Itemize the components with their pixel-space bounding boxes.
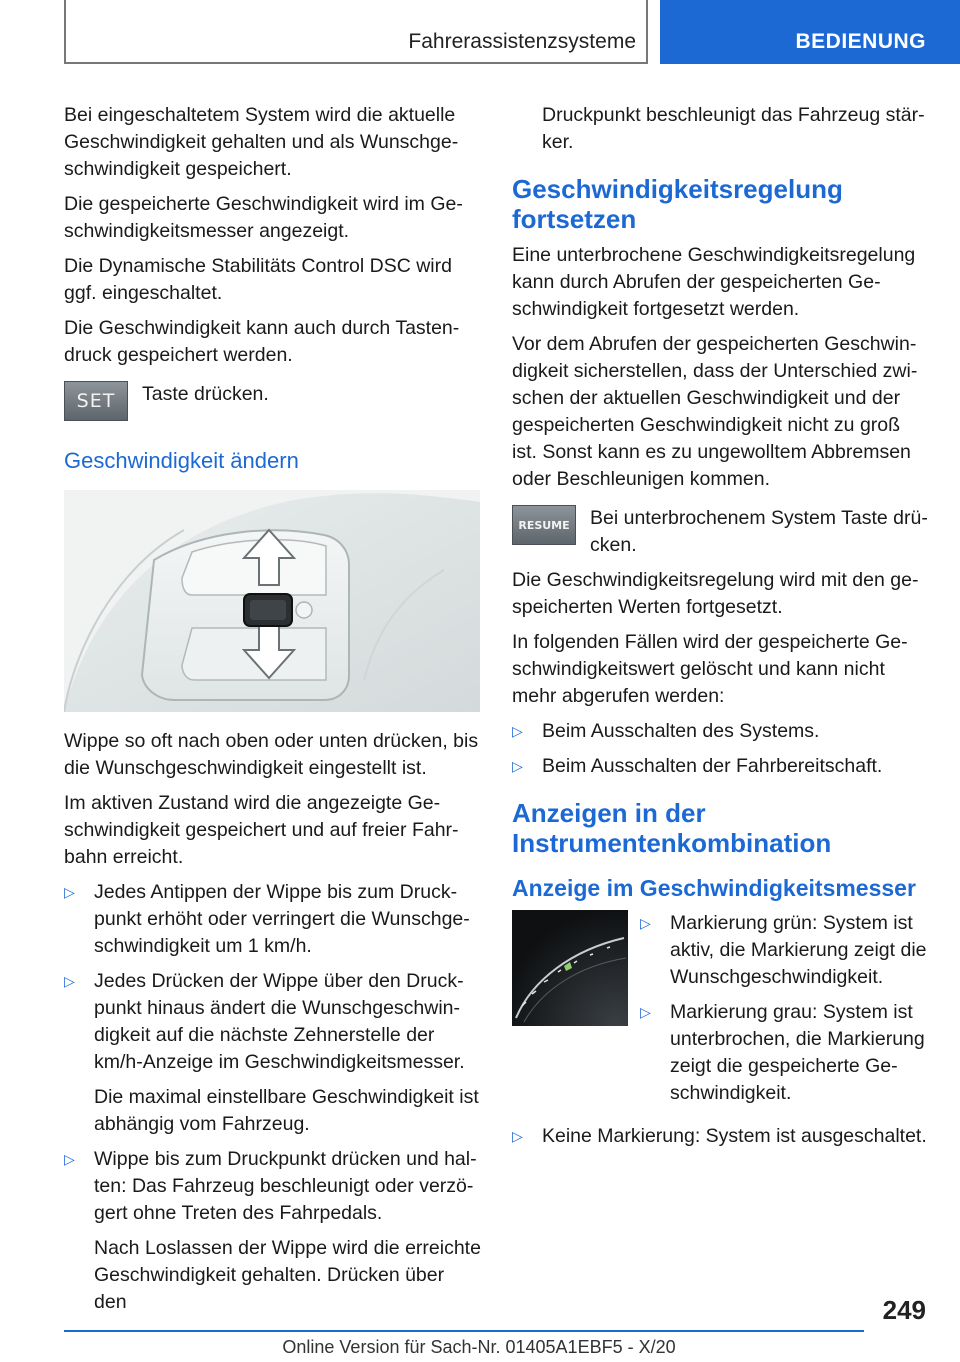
- bullet-continuation: Druckpunkt beschleunigt das Fahrzeug stärker.: [542, 104, 925, 153]
- right-column: [512, 102, 930, 1158]
- paragraph: Im aktiven Zustand wird die angezeigte Geschwindigkeit gespeichert und auf freier Fahrbahn erreicht.: [64, 792, 459, 868]
- left-column: [64, 102, 482, 1324]
- footer-version-text: Online Version für Sach-Nr. 01405A1EBF5 - X/20: [282, 1337, 676, 1357]
- bullet-continuation: Die maximal einstellbare Geschwindigkeit ist abhängig vom Fahrzeug.: [94, 1086, 479, 1135]
- resume-key-row: [512, 505, 930, 559]
- paragraph: Wippe so oft nach oben oder unten drücken, bis die Wunschgeschwindigkeit eingestellt ist.: [64, 730, 479, 779]
- bullet-list: [640, 910, 930, 1115]
- triangle-right-icon: ▷: [640, 1004, 651, 1020]
- list-item: ▷ Beim Ausschalten der Fahrbereitschaft.: [512, 753, 930, 780]
- bullet-list: [64, 1146, 482, 1227]
- paragraph: In folgenden Fällen wird der gespeicherte Geschwindigkeitswert gelöscht und kann nicht mehr abgerufen werden:: [512, 631, 908, 707]
- triangle-right-icon: ▷: [512, 1128, 523, 1144]
- heading-instrument-display: Anzeigen in der Instrumentenkombination: [512, 798, 832, 858]
- speedometer-row: [512, 910, 930, 1123]
- paragraph: Die gespeicherte Geschwindigkeit wird im Geschwindigkeitsmesser angezeigt.: [64, 193, 463, 242]
- section-title: Fahrerassistenzsysteme: [408, 30, 636, 53]
- paragraph: Die Geschwindigkeit kann auch durch Tastendruck gespeichert werden.: [64, 317, 460, 366]
- list-item: ▷ Jedes Antippen der Wippe bis zum Druckpunkt erhöht oder verringert die Wunschgeschwindigkeit um 1 km/h.: [64, 881, 470, 957]
- bullet-list: [64, 879, 482, 1076]
- page-number: 249: [882, 1295, 926, 1325]
- footer-divider: [64, 1330, 864, 1332]
- set-key-text: Taste drücken.: [142, 383, 269, 405]
- heading-speed-change: Geschwindigkeit ändern: [64, 448, 299, 473]
- paragraph: Vor dem Abrufen der gespeicherten Geschwindigkeit sicherstellen, dass der Unterschied zwischen der aktuellen Geschwindigkeit und der gespeicherten Geschwindigkeit nicht zu groß ist. Sonst kann es zu ungewolltem Abbremsen oder Beschleunigen kommen.: [512, 333, 918, 490]
- set-key-icon: SET: [64, 381, 128, 421]
- list-item: ▷ Keine Markierung: System ist ausgeschaltet.: [512, 1123, 930, 1150]
- list-item: ▷ Beim Ausschalten des Systems.: [512, 718, 930, 745]
- resume-key-text: Bei unterbrochenem System Taste drücken.: [590, 507, 928, 556]
- list-item: ▷ Jedes Drücken der Wippe über den Druckpunkt hinaus ändert die Wunschgeschwindigkeit auf die nächste Zehnerstelle der km/h-Anzeige im Geschwindigkeitsmesser.: [64, 970, 465, 1073]
- heading-speedometer-display: Anzeige im Geschwindigkeitsmesser: [512, 875, 916, 901]
- chapter-tab-label: BEDIENUNG: [795, 30, 926, 53]
- bullet-list: [512, 718, 930, 780]
- set-key-row: [64, 381, 482, 421]
- triangle-right-icon: ▷: [64, 884, 75, 900]
- triangle-right-icon: ▷: [64, 1151, 75, 1167]
- paragraph: Bei eingeschaltetem System wird die aktuelle Geschwindigkeit gehalten und als Wunschgeschwindigkeit gespeichert.: [64, 104, 459, 180]
- chapter-tab: [660, 0, 960, 64]
- triangle-right-icon: ▷: [512, 723, 523, 739]
- paragraph: Die Geschwindigkeitsregelung wird mit den gespeicherten Werten fortgesetzt.: [512, 569, 919, 618]
- paragraph: Die Dynamische Stabilitäts Control DSC wird ggf. eingeschaltet.: [64, 255, 452, 304]
- paragraph: Eine unterbrochene Geschwindigkeitsregelung kann durch Abrufen der gespeicherten Geschwindigkeit fortgesetzt werden.: [512, 244, 916, 320]
- bullet-list: [512, 1123, 930, 1150]
- list-item: ▷ Markierung grau: System ist unterbrochen, die Markierung zeigt die gespeicherte Geschwindigkeit.: [640, 1001, 925, 1104]
- list-item: ▷ Markierung grün: System ist aktiv, die Markierung zeigt die Wunschgeschwindigkeit.: [640, 912, 927, 988]
- triangle-right-icon: ▷: [512, 758, 523, 774]
- resume-key-icon: RESUME: [512, 505, 576, 545]
- triangle-right-icon: ▷: [640, 915, 651, 931]
- heading-continue: Geschwindigkeitsregelung fortsetzen: [512, 174, 843, 234]
- list-item: ▷ Wippe bis zum Druckpunkt drücken und halten: Das Fahrzeug beschleunigt oder verzögert ohne Treten des Fahrpedals.: [64, 1148, 477, 1224]
- speedometer-image: [512, 910, 628, 1026]
- steering-wheel-rocker-image: [64, 490, 480, 712]
- triangle-right-icon: ▷: [64, 973, 75, 989]
- bullet-continuation: Nach Loslassen der Wippe wird die erreichte Geschwindigkeit gehalten. Drücken über den: [94, 1237, 481, 1313]
